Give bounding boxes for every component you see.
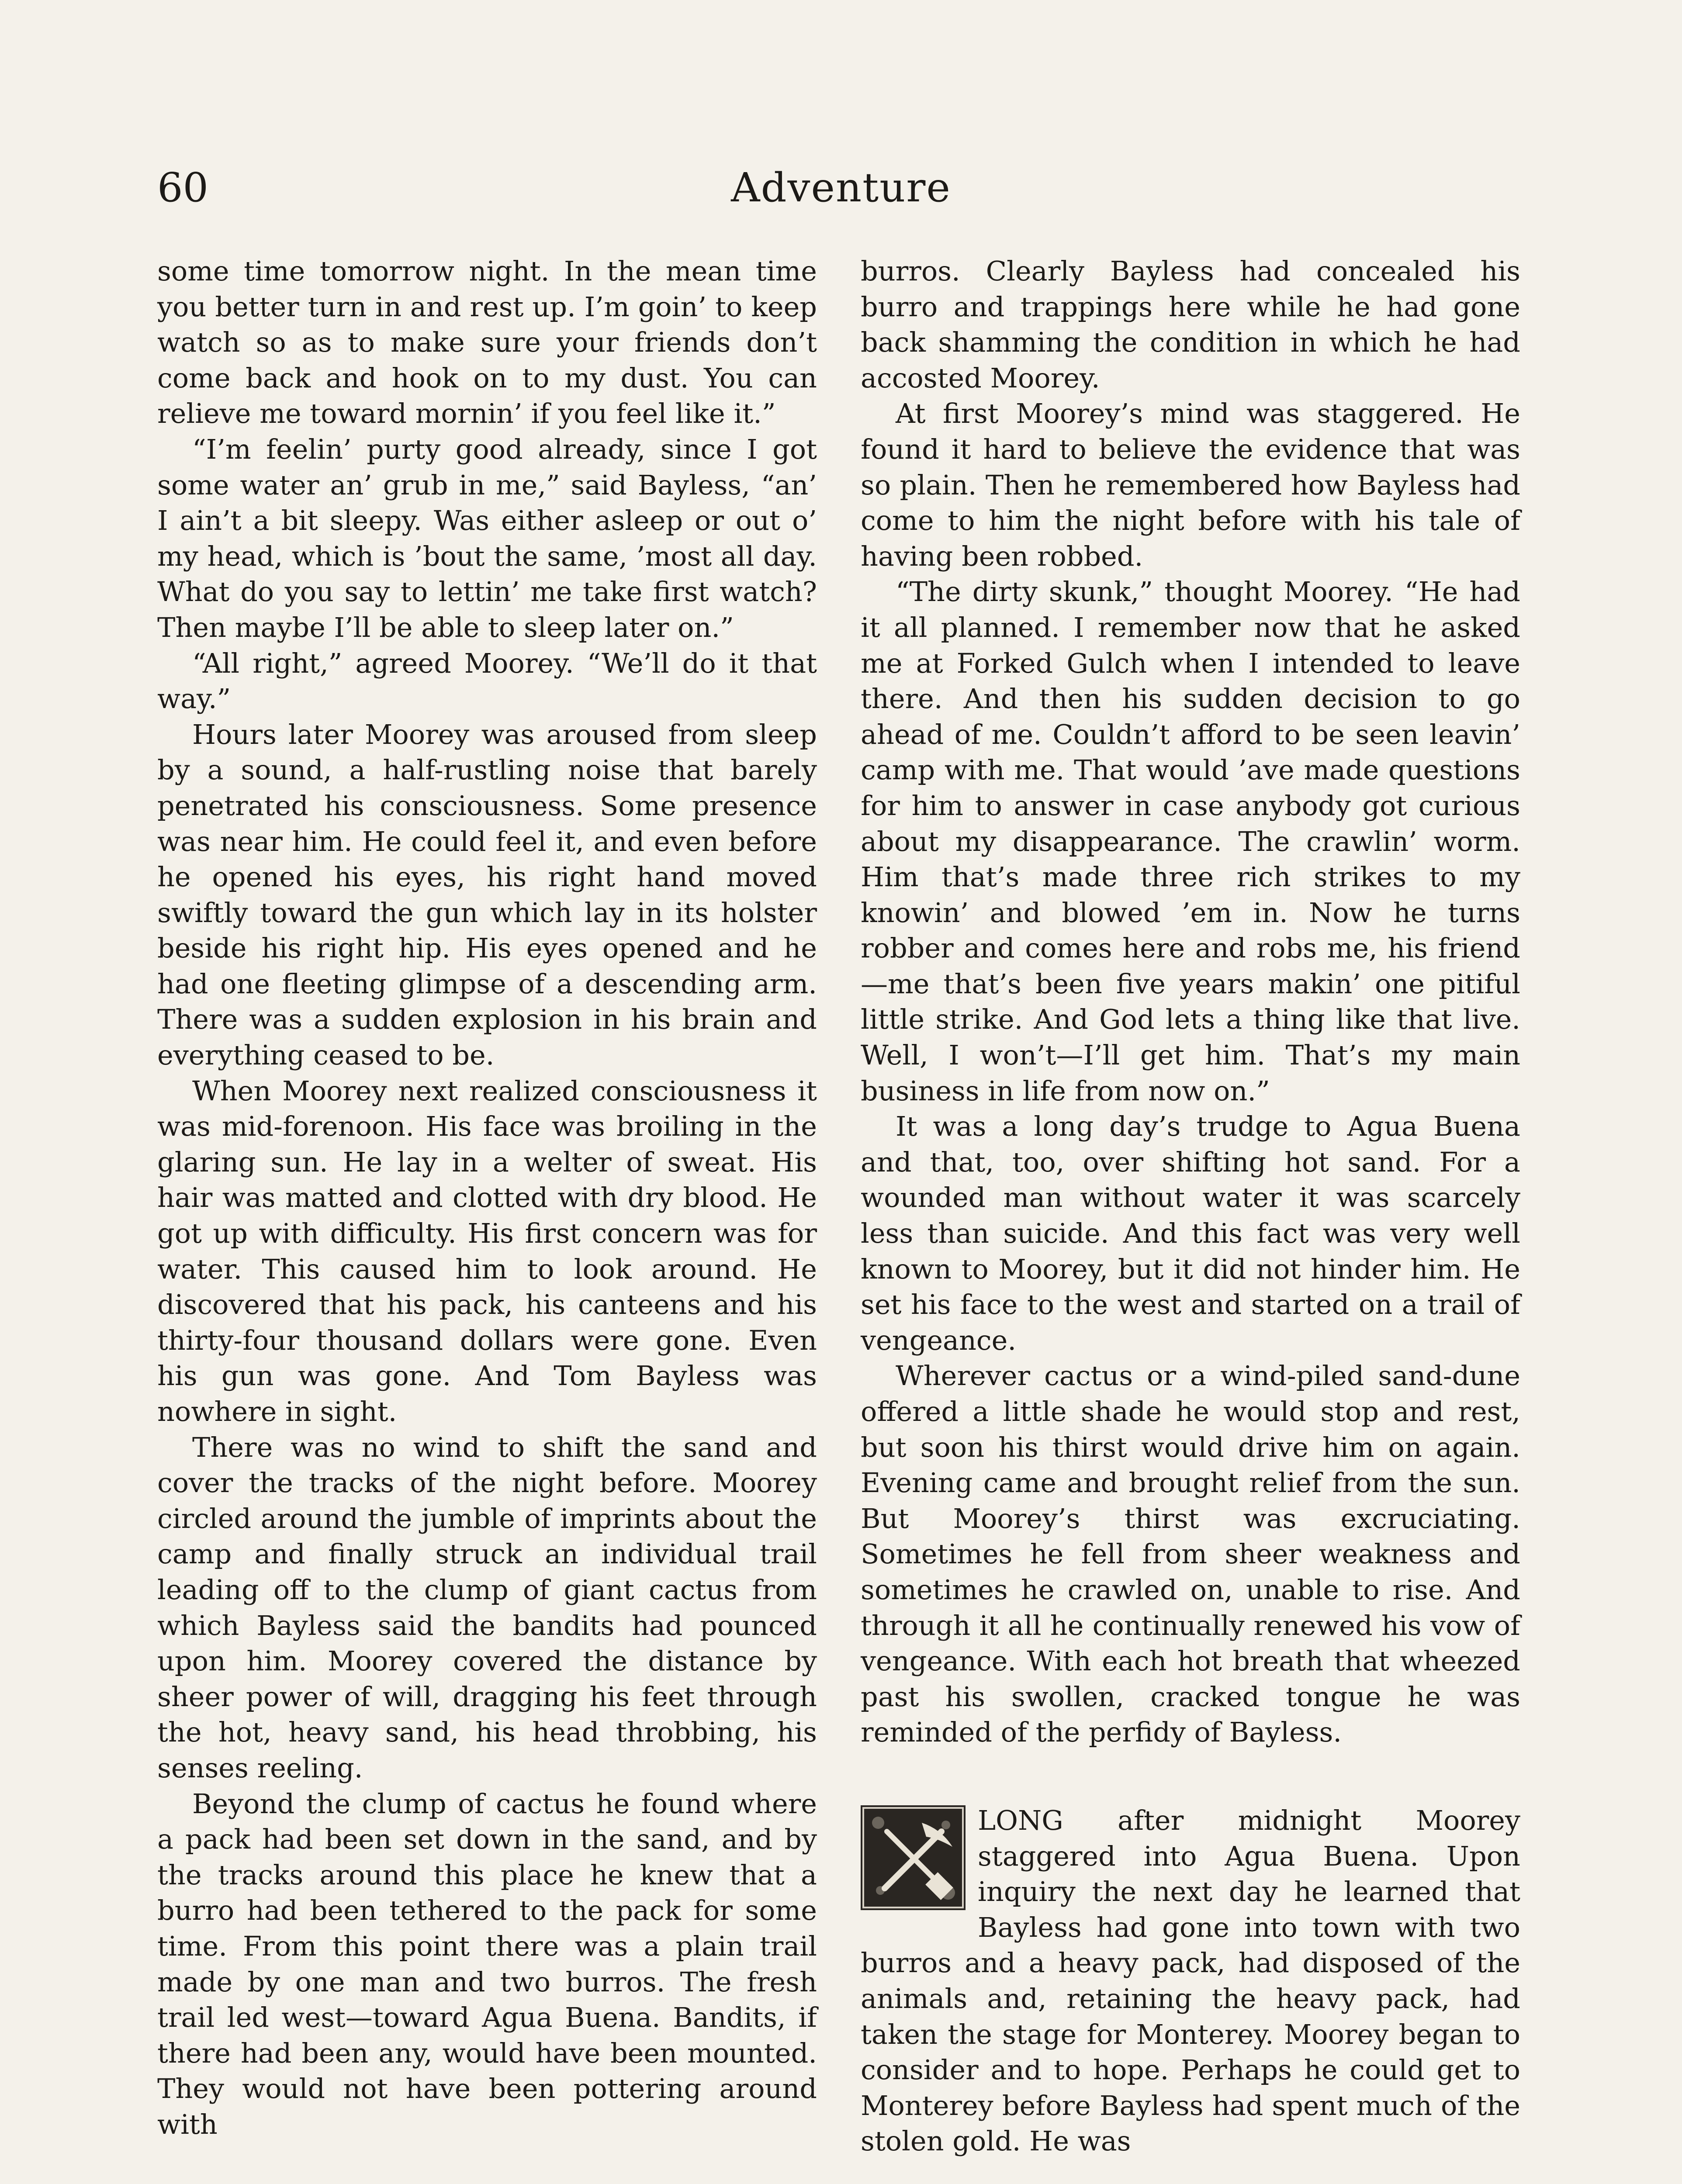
paragraph: burros. Clearly Bayless had concealed his burro and trappings here while he had gone back shamming the condition in which he had accosted Moorey.	[861, 255, 1520, 394]
paragraph: Beyond the clump of cactus he found where a pack had been set down in the sand, and by the tracks around this place he knew that a burro had been tethered to the pack for some time. From this point there was a plain trail made by one man and two burros. The fresh trail led west—toward Agua Buena. Bandits, if there had been any, would have been mounted. They would not have been pottering around with	[157, 1787, 817, 2140]
pickaxe-shovel-icon	[861, 1805, 966, 1910]
paragraph: “The dirty skunk,” thought Moorey. “He had it all planned. I remember now that he asked me at Forked Gulch when I intended to leave there. And then his sudden decision to go ahead of me. Couldn’t afford to be seen leavin’ camp with me. That would ’ave made questions for him to answer in case anybody got curious about my disappearance. The crawlin’ worm. Him that’s made three rich strikes to my knowin’ and blowed ’em in. Now he turns robber and comes here and robs me, his friend—me that’s been five years makin’ one pitiful little strike. And God lets a thing like that live. Well, I won’t—I’ll get him. That’s my main business in life from now on.”	[861, 576, 1520, 1107]
drop-cap-paragraph	[861, 1803, 1520, 2159]
paragraph: Hours later Moorey was aroused from sleep by a sound, a half-rustling noise that barely penetrated his consciousness. Some presence was near him. He could feel it, and even before he opened his eyes, his right hand moved swiftly toward the gun which lay in its holster beside his right hip. His eyes opened and he had one fleeting glimpse of a descending arm. There was a sudden explosion in his brain and everything ceased to be.	[157, 718, 817, 1071]
page-header	[157, 162, 1525, 214]
page-number: 60	[157, 164, 209, 211]
paragraph: some time tomorrow night. In the mean time you better turn in and rest up. I’m goin’ to keep watch so as to make sure your friends don’t come back and hook on to my dust. You can relieve me toward mornin’ if you feel like it.”	[157, 255, 817, 430]
paragraph: There was no wind to shift the sand and cover the tracks of the night before. Moorey circled around the jumble of imprints about the camp and finally struck an individual trail leading off to the clump of giant cactus from which Bayless said the bandits had pounced upon him. Moorey covered the distance by sheer power of will, dragging his feet through the hot, heavy sand, his head throbbing, his senses reeling.	[157, 1431, 817, 1784]
paragraph: LONG after midnight Moorey staggered into Agua Buena. Upon inquiry the next day he learned that Bayless had gone into town with two burros and a heavy pack, had disposed of the animals and, retaining the heavy pack, had taken the stage for Monterey. Moorey began to consider and to hope. Perhaps he could get to Monterey before Bayless had spent much of the stolen gold. He was	[861, 1804, 1520, 2157]
magazine-title: Adventure	[731, 164, 951, 211]
paragraph: When Moorey next realized consciousness it was mid-forenoon. His face was broiling in the glaring sun. He lay in a welter of sweat. His hair was matted and clotted with dry blood. He got up with difficulty. His first concern was for water. This caused him to look around. He discovered that his pack, his canteens and his thirty-four thousand dollars were gone. Even his gun was gone. And Tom Bayless was nowhere in sight.	[157, 1075, 817, 1427]
paragraph: At first Moorey’s mind was staggered. He found it hard to believe the evidence that was so plain. Then he remembered how Bayless had come to him the night before with his tale of having been robbed.	[861, 397, 1520, 572]
paragraph: It was a long day’s trudge to Agua Buena and that, too, over shifting hot sand. For a wounded man without water it was scarcely less than suicide. And this fact was very well known to Moorey, but it did not hinder him. He set his face to the west and started on a trail of vengeance.	[861, 1110, 1520, 1356]
paragraph: “I’m feelin’ purty good already, since I got some water an’ grub in me,” said Bayless, “an’ I ain’t a bit sleepy. Was either asleep or out o’ my head, which is ’bout the same, ’most all day. What do you say to lettin’ me take first watch? Then maybe I’ll be able to sleep later on.”	[157, 433, 817, 643]
left-column	[157, 253, 817, 2142]
right-column	[861, 253, 1520, 2159]
paragraph: Wherever cactus or a wind-piled sand-dune offered a little shade he would stop and rest, but soon his thirst would drive him on again. Evening came and brought relief from the sun. But Moorey’s thirst was excruciating. Sometimes he fell from sheer weakness and sometimes he crawled on, unable to rise. And through it all he continually renewed his vow of vengeance. With each hot breath that wheezed past his swollen, cracked tongue he was reminded of the perfidy of Bayless.	[861, 1360, 1520, 1749]
paragraph: “All right,” agreed Moorey. “We’ll do it that way.”	[157, 647, 817, 715]
section-break	[861, 1750, 1520, 1803]
